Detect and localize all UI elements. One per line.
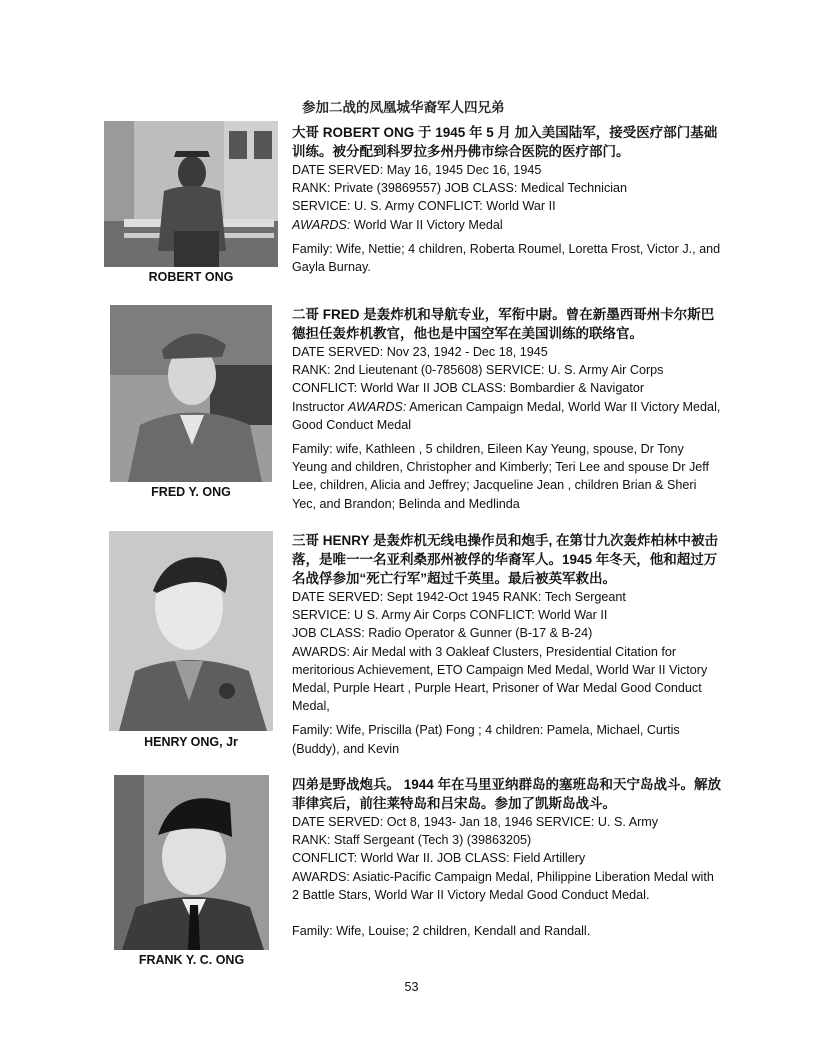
robert-ong-caption: ROBERT ONG	[148, 270, 234, 284]
henry-ong-entry	[292, 531, 722, 758]
frank-ong-photo	[114, 775, 269, 950]
robert-ong-photo	[104, 121, 278, 267]
frank-ong-date-served: DATE SERVED: Oct 8, 1943- Jan 18, 1946 SERVICE: U. S. Army	[292, 815, 659, 829]
fred-ong-conflict: CONFLICT: World War II JOB CLASS: Bombardier & Navigator	[292, 381, 645, 396]
frank-ong-family: Family: Wife, Louise; 2 children, Kendall and Randall.	[292, 924, 591, 939]
henry-ong-summary: 三哥 HENRY 是轰炸机无线电操作员和炮手, 在第廿九次轰炸柏林中被击落，是唯一一名亚利桑那州被俘的华裔军人。1945 年冬天，他和超过万名战俘参加“死亡行军”超过千英里。最后被英军救出。	[292, 533, 719, 586]
robert-ong-awards	[292, 216, 722, 234]
frank-ong-caption: FRANK Y. C. ONG	[138, 953, 245, 967]
frank-ong-entry	[292, 775, 722, 940]
fred-ong-summary: 二哥 FRED 是轰炸机和导航专业，军衔中尉。曾在新墨西哥州卡尔斯巴德担任轰炸机教官，他也是中国空军在美国训练的联络官。	[292, 307, 715, 341]
henry-ong-job-class: JOB CLASS: Radio Operator & Gunner (B-17 & B-24)	[292, 626, 593, 641]
fred-ong-family: Family: wife, Kathleen , 5 children, Eileen Kay Yeung, spouse, Dr Tony Yeung and children, Christopher and Kimberly; Teri Lee and spouse Dr Jeff Lee, children, Alicia and Jeffrey; Jacqueline Jean , children Brian & Sheri Yec, and Brandon; Belinda and Medlinda	[292, 442, 710, 511]
fred-ong-caption: FRED Y. ONG	[151, 485, 231, 499]
henry-ong-awards: AWARDS: Air Medal with 3 Oakleaf Clusters, Presidential Citation for meritorious Achievement, ETO Campaign Med Medal, World War II Victory Medal, Purple Heart , Purple Heart, Prisoner of War Medal Good Conduct Medal,	[292, 644, 708, 714]
henry-ong-caption: HENRY ONG, Jr	[144, 735, 238, 749]
robert-ong-rank: RANK: Private (39869557) JOB CLASS: Medical Technician	[292, 181, 628, 196]
awards-label: AWARDS:	[292, 217, 351, 232]
henry-ong-family: Family: Wife, Priscilla (Pat) Fong ; 4 children: Pamela, Michael, Curtis (Buddy), and Kevin	[292, 723, 680, 756]
fred-ong-entry	[292, 305, 722, 513]
robert-ong-summary: 大哥 ROBERT ONG 于 1945 年 5 月 加入美国陆军，接受医疗部门基础训练。被分配到科罗拉多州丹佛市综合医院的医疗部门。	[292, 125, 718, 159]
henry-ong-service: SERVICE: U S. Army Air Corps CONFLICT: World War II	[292, 608, 608, 623]
robert-ong-family: Family: Wife, Nettie; 4 children, Roberta Roumel, Loretta Frost, Victor J., and Gayla Burnay.	[292, 241, 721, 275]
fred-ong-rank: RANK: 2nd Lieutenant (0-785608) SERVICE: U. S. Army Air Corps	[292, 363, 664, 378]
fred-ong-photo	[110, 305, 272, 482]
fred-ong-date-served: DATE SERVED: Nov 23, 1942 - Dec 18, 1945	[292, 345, 548, 359]
instructor-prefix: Instructor	[292, 399, 345, 414]
frank-ong-summary: 四弟是野战炮兵。 1944 年在马里亚纳群岛的塞班岛和天宁岛战斗。解放菲律宾后，前往莱特岛和吕宋岛。参加了凯斯岛战斗。	[292, 777, 722, 811]
frank-ong-conflict: CONFLICT: World War II. JOB CLASS: Field Artillery	[292, 851, 586, 866]
awards-text: American Campaign Medal, World War II Victory Medal, Good Conduct Medal	[292, 399, 721, 432]
henry-ong-photo	[109, 531, 273, 731]
robert-ong-entry	[292, 123, 722, 276]
frank-ong-rank: RANK: Staff Sergeant (Tech 3) (39863205)	[292, 833, 532, 848]
page-number: 53	[404, 980, 419, 994]
page-title: 参加二战的凤凰城华裔军人四兄弟	[302, 100, 505, 115]
awards-text: World War II Victory Medal	[353, 217, 503, 232]
robert-ong-date-served: DATE SERVED: May 16, 1945 Dec 16, 1945	[292, 163, 542, 177]
frank-ong-awards: AWARDS: Asiatic-Pacific Campaign Medal, Philippine Liberation Medal with 2 Battle Stars, World War II Victory Medal Good Conduct Medal.	[292, 869, 714, 902]
henry-ong-date-served: DATE SERVED: Sept 1942-Oct 1945 RANK: Tech Sergeant	[292, 590, 626, 604]
robert-ong-service: SERVICE: U. S. Army CONFLICT: World War II	[292, 199, 556, 214]
awards-label: AWARDS:	[348, 399, 407, 414]
fred-ong-awards	[292, 398, 722, 434]
